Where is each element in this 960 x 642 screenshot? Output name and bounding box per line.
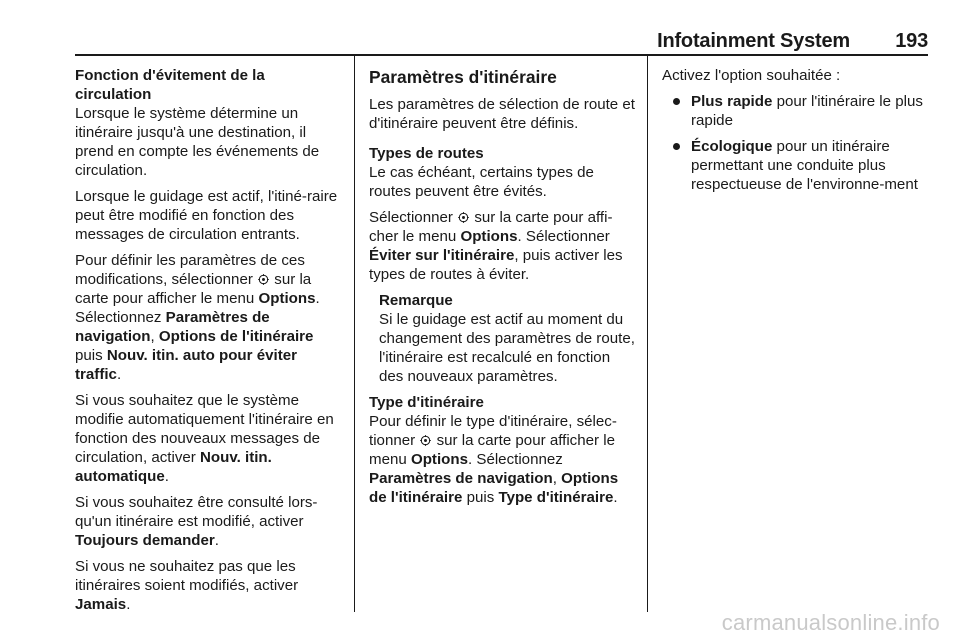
navigation-settings-label: Paramètres de navigation	[369, 470, 553, 487]
section-heading-traffic: Fonction d'évitement de la circulation	[75, 67, 265, 103]
options-label: Options	[460, 228, 518, 245]
text: pour l'itinéraire le plus rapide	[691, 93, 923, 129]
text: Sélectionner	[369, 209, 453, 226]
column-1	[75, 66, 343, 621]
avoid-on-route-label: Éviter sur l'itinéraire	[369, 247, 515, 264]
eco-option-label: Écologique	[691, 138, 773, 155]
note-box	[379, 291, 637, 386]
paragraph: Lorsque le système détermine un itinéraire jusqu'à une destination, il prend en compte les événements de circulation.	[75, 105, 320, 179]
text: .	[116, 366, 122, 383]
note-title: Remarque	[379, 292, 453, 309]
header-title: Infotainment System	[657, 30, 850, 52]
list-item	[662, 137, 928, 194]
always-ask-label: Toujours demander	[75, 532, 215, 549]
text: Si vous ne souhaitez pas que les itinéraires soient modifiés, activer	[75, 558, 299, 594]
settings-icon	[458, 212, 469, 223]
column-divider-1	[354, 56, 355, 612]
paragraph	[75, 557, 343, 614]
settings-icon	[258, 274, 269, 285]
text: . Sélectionner	[517, 228, 610, 245]
text: ,	[552, 470, 557, 487]
paragraph	[369, 412, 637, 507]
text: .	[214, 532, 219, 549]
fastest-option-label: Plus rapide	[691, 93, 773, 110]
bullet-icon	[673, 98, 680, 105]
paragraph	[75, 391, 343, 486]
route-type-label: Type d'itinéraire	[498, 489, 614, 506]
options-label: Options	[410, 451, 468, 468]
text: .	[164, 468, 169, 485]
paragraph	[75, 493, 343, 550]
column-divider-2	[647, 56, 648, 612]
header-rule	[75, 54, 928, 56]
text: puis	[75, 347, 103, 364]
text: .	[126, 596, 131, 613]
paragraph: Les paramètres de sélection de route et d'itinéraire peuvent être définis.	[369, 96, 635, 132]
options-label: Options	[258, 290, 316, 307]
bullet-icon	[673, 143, 680, 150]
paragraph	[369, 208, 637, 284]
column-2	[369, 66, 637, 514]
watermark: carmanualsonline.info	[721, 610, 940, 635]
subheading-route-type: Type d'itinéraire	[369, 394, 484, 411]
auto-new-route-label: Nouv. itin. automatique	[75, 449, 272, 485]
never-label: Jamais	[75, 596, 127, 613]
section-heading-route-settings: Paramètres d'itinéraire	[369, 67, 557, 87]
paragraph	[75, 251, 343, 384]
text: pour un itinéraire permettant une conduite plus respectueuse de l'environne-ment	[691, 138, 918, 193]
column-3	[662, 66, 928, 201]
route-options-label: Options de l'itinéraire	[369, 470, 619, 506]
page-number: 193	[895, 30, 928, 52]
text: Pour définir le type d'itinéraire, sélec-tionner	[369, 413, 617, 449]
subheading-road-types: Types de routes	[369, 145, 484, 162]
text: Si vous souhaitez que le système modifie automatiquement l'itinéraire en fonction des nouveaux messages de circulation, activer	[75, 392, 334, 466]
paragraph: Le cas échéant, certains types de routes peuvent être évités.	[369, 164, 594, 200]
text: sur la carte pour afficher le menu	[75, 271, 312, 307]
settings-icon	[420, 435, 431, 446]
text: ,	[150, 328, 155, 345]
navigation-settings-label: Paramètres de navigation	[75, 309, 270, 345]
text: Si vous souhaitez être consulté lors-qu'un itinéraire est modifié, activer	[75, 494, 318, 530]
auto-reroute-label: Nouv. itin. auto pour éviter traffic	[75, 347, 297, 383]
list-item	[662, 92, 928, 130]
page-header	[75, 22, 928, 56]
text: .	[613, 489, 618, 506]
text: puis	[466, 489, 495, 506]
note-text: Si le guidage est actif au moment du changement des paramètres de route, l'itinéraire est recalculé en fonction des nouveaux paramètres.	[379, 311, 635, 385]
text: . Sélectionnez	[75, 290, 320, 326]
paragraph: Lorsque le guidage est actif, l'itiné-raire peut être modifié en fonction des messages de circulation entrants.	[75, 188, 338, 243]
route-options-label: Options de l'itinéraire	[158, 328, 314, 345]
paragraph: Activez l'option souhaitée :	[662, 67, 841, 84]
text: sur la carte pour affi-cher le menu	[369, 209, 613, 245]
text: . Sélectionnez	[467, 451, 563, 468]
text: sur la carte pour afficher le menu	[369, 432, 615, 468]
text: Pour définir les paramètres de ces modifications, sélectionner	[75, 252, 305, 288]
text: , puis activer les types de routes à éviter.	[369, 247, 623, 283]
